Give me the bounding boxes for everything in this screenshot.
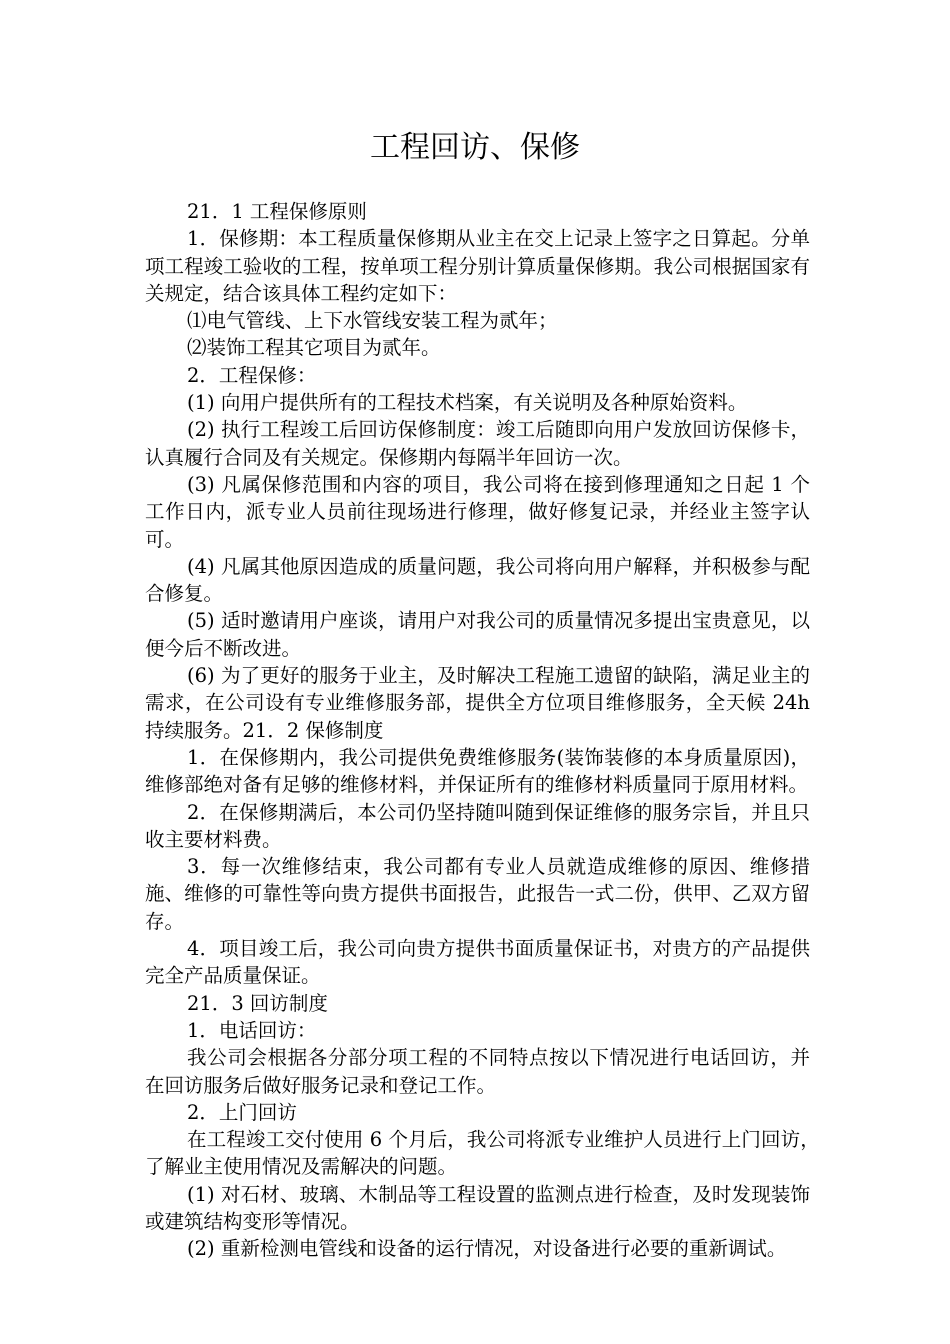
paragraph: 在工程竣工交付使用 6 个月后，我公司将派专业维护人员进行上门回访， 了解业主使用情况及需解决的问题。 <box>145 1128 836 1179</box>
list-item: ⑵装饰工程其它项目为贰年。 <box>187 336 441 360</box>
list-item: (5) 适时邀请用户座谈，请用户对我公司的质量情况多提出宝贵意见，以便今后不断改进。 <box>145 609 810 660</box>
section-heading: 21．1 工程保修原则 <box>187 200 367 223</box>
list-item: (3) 凡属保修范围和内容的项目，我公司将在接到修理通知之日起 1 个工作日内，派专业人员前往现场进行修理，做好修复记录，并经业主签字认可。 <box>145 472 810 551</box>
list-item: (1) 对石材、玻璃、木制品等工程设置的监测点进行检查，及时发现装饰或建筑结构变形等情况。 <box>145 1182 810 1233</box>
subsection-heading: 2．上门回访 <box>187 1100 297 1124</box>
paragraph: 我公司会根据各分部分项工程的不同特点按以下情况进行电话回访，并在回访服务后做好服务记录和登记工作。 <box>145 1046 810 1097</box>
section-heading: 21．3 回访制度 <box>187 991 328 1015</box>
list-item: (2) 重新检测电管线和设备的运行情况，对设备进行必要的重新调试。 <box>187 1237 787 1261</box>
page-title: 工程回访、保修 <box>370 130 580 165</box>
paragraph: 1．在保修期内，我公司提供免费维修服务(装饰装修的本身质量原因)，维修部绝对备有足够的维修材料，并保证所有的维修材料质量同于原用材料。 <box>145 745 810 797</box>
subsection-heading: 2．工程保修： <box>187 363 317 387</box>
list-item: (6) 为了更好的服务于业主，及时解决工程施工遗留的缺陷，满足业主的需求，在公司设有专业维修服务部，提供全方位项目维修服务，全天候 24h 持续服务。21．2 保修制度 <box>145 664 810 742</box>
paragraph: 4．项目竣工后，我公司向贵方提供书面质量保证书，对贵方的产品提供完全产品质量保证。 <box>145 937 810 988</box>
list-item: (2) 执行工程竣工后回访保修制度：竣工后随即向用户发放回访保修卡，认真履行合同及有关规定。保修期内每隔半年回访一次。 <box>145 418 810 469</box>
paragraph: 1．保修期：本工程质量保修期从业主在交上记录上签字之日算起。分单项工程竣工验收的工程，按单项工程分别计算质量保修期。我公司根据国家有关规定，结合该具体工程约定如下： <box>145 227 810 305</box>
list-item: ⑴电气管线、上下水管线安装工程为贰年； <box>187 309 558 333</box>
document-body <box>145 198 836 1263</box>
list-item: (4) 凡属其他原因造成的质量问题，我公司将向用户解释，并积极参与配合修复。 <box>145 554 810 606</box>
list-item: (1) 向用户提供所有的工程技术档案，有关说明及各种原始资料。 <box>187 391 748 415</box>
paragraph: 2．在保修期满后，本公司仍坚持随叫随到保证维修的服务宗旨，并且只收主要材料费。 <box>145 800 810 851</box>
paragraph: 3．每一次维修结束，我公司都有专业人员就造成维修的原因、维修措施、维修的可靠性等向贵方提供书面报告，此报告一式二份，供甲、乙双方留存。 <box>145 855 810 933</box>
subsection-heading: 1．电话回访： <box>187 1018 317 1042</box>
